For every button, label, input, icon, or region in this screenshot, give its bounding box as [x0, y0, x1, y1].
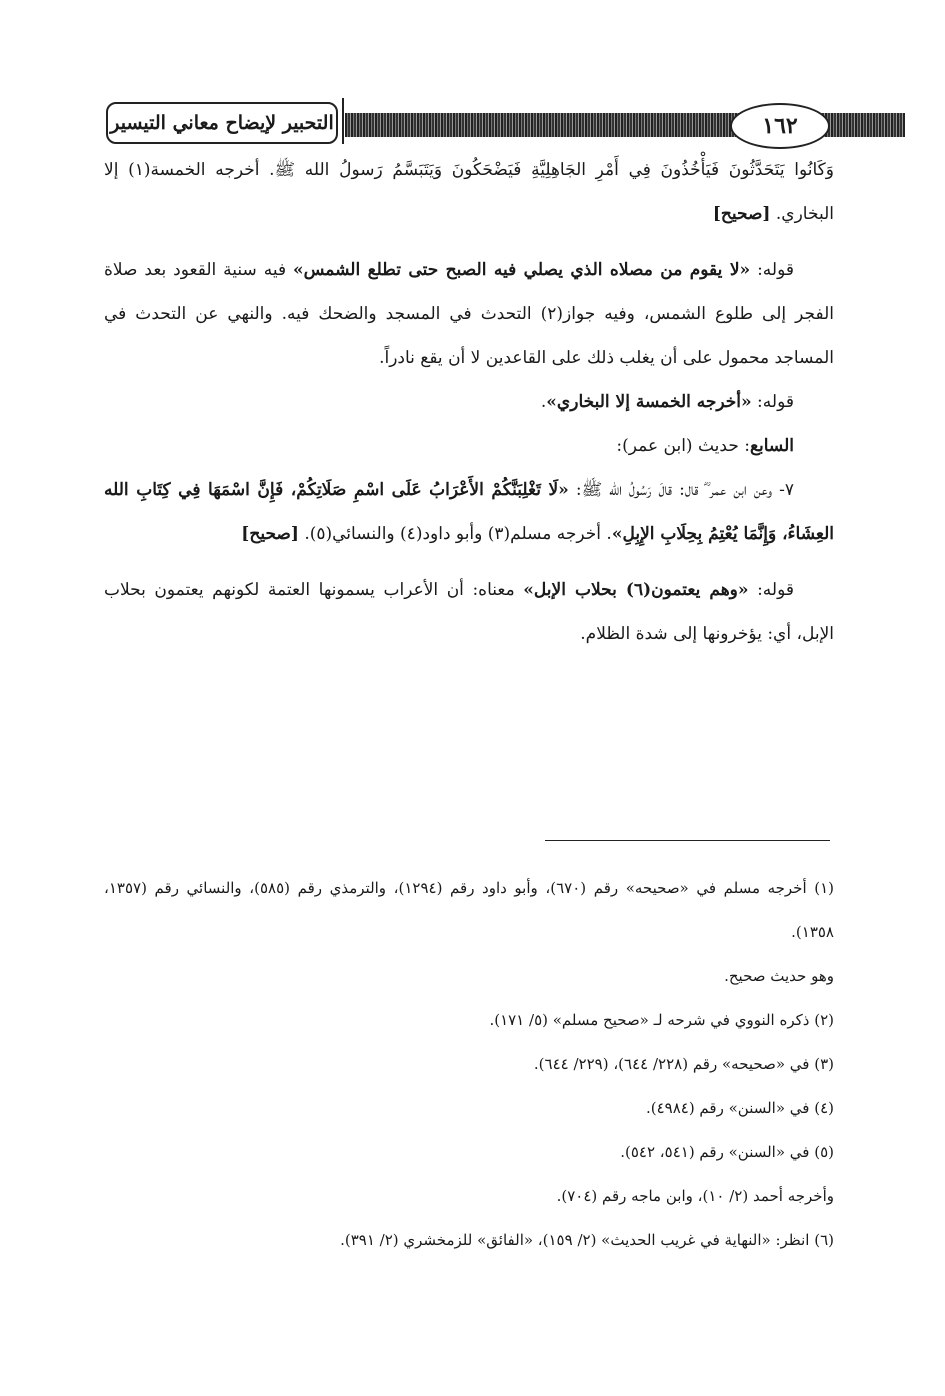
section-heading: السابع: حديث (ابن عمر): — [616, 436, 794, 456]
footnote: (٥) في «السنن» رقم (٥٤١، ٥٤٢). — [620, 1143, 834, 1161]
footnote: وهو حديث صحيح. — [724, 967, 834, 985]
footnote: (١) أخرجه مسلم في «صحيحه» رقم (٦٧٠)، وأبو داود رقم (١٢٩٤)، والترمذي رقم (٥٨٥)، والنسائي رقم (١٣٥٧، ١٣٥٨). — [104, 879, 835, 941]
paragraph-1: وَكَانُوا يَتَحَدَّثُونَ فَيَأْخُذُونَ فِي أَمْرِ الجَاهِلِيَّةِ فَيَضْحَكُونَ وَيَتَبَسَّمُ رَسولُ الله ﷺ. أخرجه الخمسة(١) إلا البخاري. [صحيح] — [104, 160, 834, 224]
footnote: وأخرجه أحمد (٢/ ١٠)، وابن ماجه رقم (٧٠٤). — [556, 1187, 834, 1205]
page-number: ١٦٢ — [730, 103, 830, 149]
book-title: التحبير لإيضاح معاني التيسير — [106, 102, 338, 144]
hadith-paragraph: ٧- وعن ابن عمر ؓ قال: قالَ رَسُولُ الله ﷺ: «لَا تَغْلِبَنَّكُمْ الأَعْرَابُ عَلَى اسْمِ صَلَاتِكُمْ، فَإِنَّ اسْمَهَا فِي كِتَابِ الله العِشَاءُ، وَإِنَّمَا يُعْتِمُ بِحِلَابِ الإِبِلِ». أخرجه مسلم(٣) وأبو داود(٤) والنسائي(٥). [صحيح] — [104, 480, 834, 544]
footnotes — [104, 866, 834, 1262]
quoted-phrase: «وهم يعتمون(٦) بحلاب الإبل» — [523, 580, 749, 600]
quoted-phrase: «لا يقوم من مصلاه الذي يصلي فيه الصبح حتى تطلع الشمس» — [293, 260, 751, 280]
footnote: (٦) انظر: «النهاية في غريب الحديث» (٢/ ١٥٩)، «الفائق» للزمخشري (٢/ ٣٩١). — [340, 1231, 834, 1249]
main-text — [104, 148, 834, 656]
grade-label: [صحيح] — [712, 204, 771, 224]
footnote: (٣) في «صحيحه» رقم (٢٢٨/ ٦٤٤)، (٢٢٩/ ٦٤٤). — [533, 1055, 834, 1073]
paragraph-3: قوله: «أخرجه الخمسة إلا البخاري». — [540, 392, 794, 412]
paragraph-2: قوله: «لا يقوم من مصلاه الذي يصلي فيه الصبح حتى تطلع الشمس» فيه سنية القعود بعد صلاة الفجر إلى طلوع الشمس، وفيه جواز(٢) التحدث في المسجد والضحك فيه. والنهي عن التحدث في المساجد محمول على أن يغلب ذلك على القاعدين لا أن يقع نادراً. — [104, 260, 834, 368]
paragraph-6: قوله: «وهم يعتمون(٦) بحلاب الإبل» معناه: أن الأعراب يسمونها العتمة لكونهم يعتمون بحلاب الإبل، أي: يؤخرونها إلى شدة الظلام. — [104, 580, 834, 644]
quoted-phrase: «أخرجه الخمسة إلا البخاري» — [546, 392, 752, 412]
footnote: (٢) ذكره النووي في شرحه لـ «صحيح مسلم» (٥/ ١٧١). — [489, 1011, 834, 1029]
grade-label: [صحيح] — [241, 524, 299, 544]
footnote-separator — [545, 840, 830, 841]
footnote: (٤) في «السنن» رقم (٤٩٨٤). — [645, 1099, 834, 1117]
hadith-text: «لَا تَغْلِبَنَّكُمْ الأَعْرَابُ عَلَى اسْمِ صَلَاتِكُمْ، فَإِنَّ اسْمَهَا فِي كِتَابِ الله العِشَاءُ، وَإِنَّمَا يُعْتِمُ بِحِلَابِ الإِبِلِ» — [104, 480, 834, 544]
